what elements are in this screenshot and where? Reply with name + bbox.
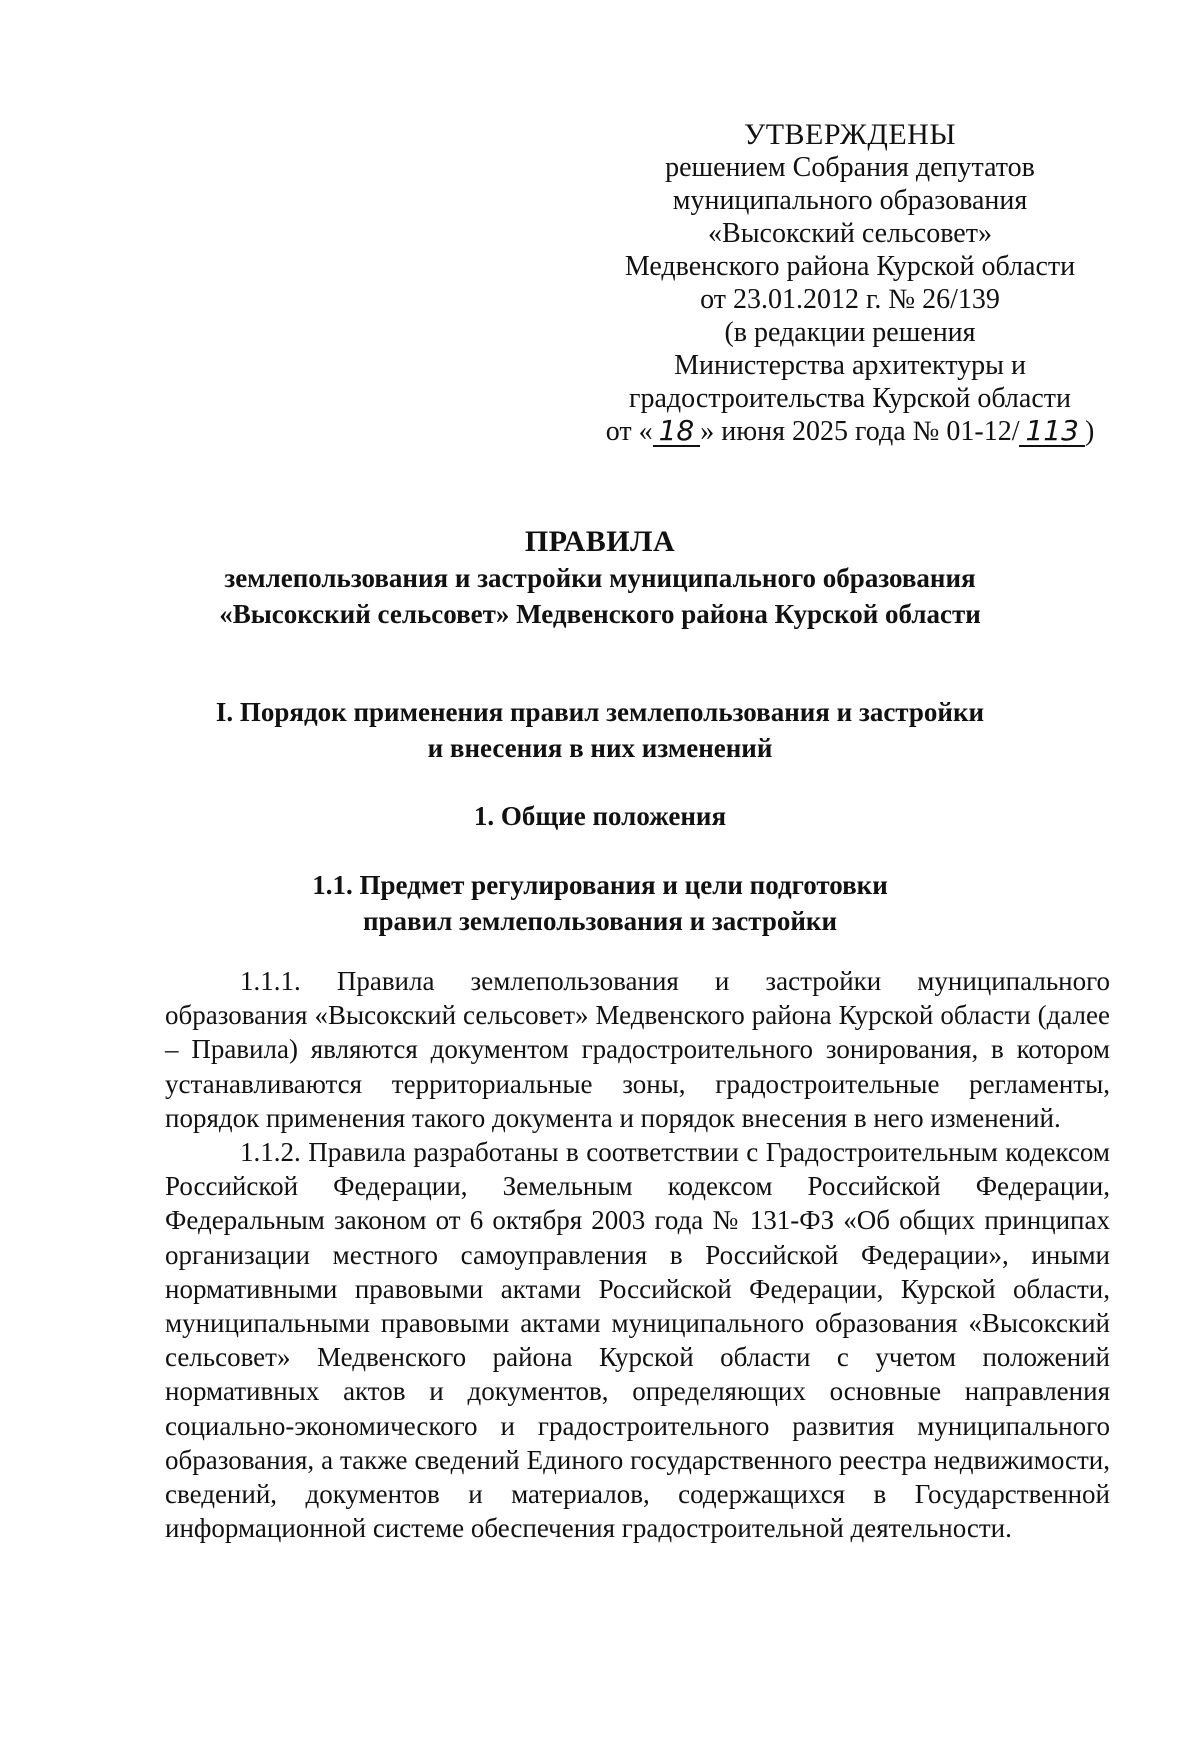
approval-title: УТВЕРЖДЕНЫ [743,118,957,151]
approval-line: муниципального образования [672,185,1028,216]
approval-line: Медвенского района Курской области [624,251,1076,282]
approval-line: «Высокский сельсовет» [708,218,992,249]
subsection-heading-line: 1.1. Предмет регулирования и цели подготовки [312,870,888,900]
approval-date-middle: » июня 2025 года № 01-12/ [700,416,1020,447]
document-title: ПРАВИЛА [524,525,676,558]
chapter-heading: 1. Общие положения [473,801,727,831]
approval-line: градостроительства Курской области [629,383,1071,414]
paragraph-1-1-2: 1.1.2. Правила разработаны в соответствии с Градостроительным кодексом Российской Федерации, Земельным кодексом Российской Федерации, Федеральным законом от 6 октября 2003 года № 131-ФЗ «Об общих принципах организации местного самоуправления в Российской Федерации», иными нормативными правовыми актами Российской Федерации, Курской области, муниципальными правовыми актами муниципального образования «Высокский сельсовет» Медвенского района Курской области с учетом положений нормативных актов и документов, определяющих основные направления социально-экономического и градостроительного развития муниципального образования, а также сведений Единого государственного реестра недвижимости, сведений, документов и материалов, содержащихся в Государственной информационной системе обеспечения градостроительной деятельности. [165,1137,1110,1544]
subsection-heading-line: правил землепользования и застройки [362,906,838,936]
section-heading-line: I. Порядок применения правил землепользования и застройки [215,697,985,727]
subtitle-line: «Высокский сельсовет» Медвенского района Курской области [219,599,981,629]
subsection-heading [100,867,1100,939]
paragraph-1-1-1: 1.1.1. Правила землепользования и застройки муниципального образования «Высокский сельсовет» Медвенского района Курской области (далее – Правила) являются документом градостроительного зонирования, в котором устанавливаются территориальные зоны, градостроительные регламенты, порядок применения такого документа и порядок внесения в него изменений. [165,966,1110,1133]
section-heading-line: и внесения в них изменений [427,733,773,763]
approval-date-suffix: ) [1084,416,1095,447]
approval-line: решением Собрания депутатов [665,152,1035,183]
document-body [165,964,1110,1545]
approval-line: Министерства архитектуры и [674,350,1026,381]
section-heading [100,694,1100,766]
approval-date-line [590,415,1110,448]
approval-line: (в редакции решения [724,317,976,348]
handwritten-day: 18 [653,417,701,447]
approval-block [590,118,1110,448]
document-subtitle [100,560,1100,632]
approval-line: от 23.01.2012 г. № 26/139 [700,284,1000,315]
approval-date-prefix: от « [605,416,653,447]
handwritten-number: 113 [1019,417,1084,447]
subtitle-line: землепользования и застройки муниципального образования [224,563,976,593]
